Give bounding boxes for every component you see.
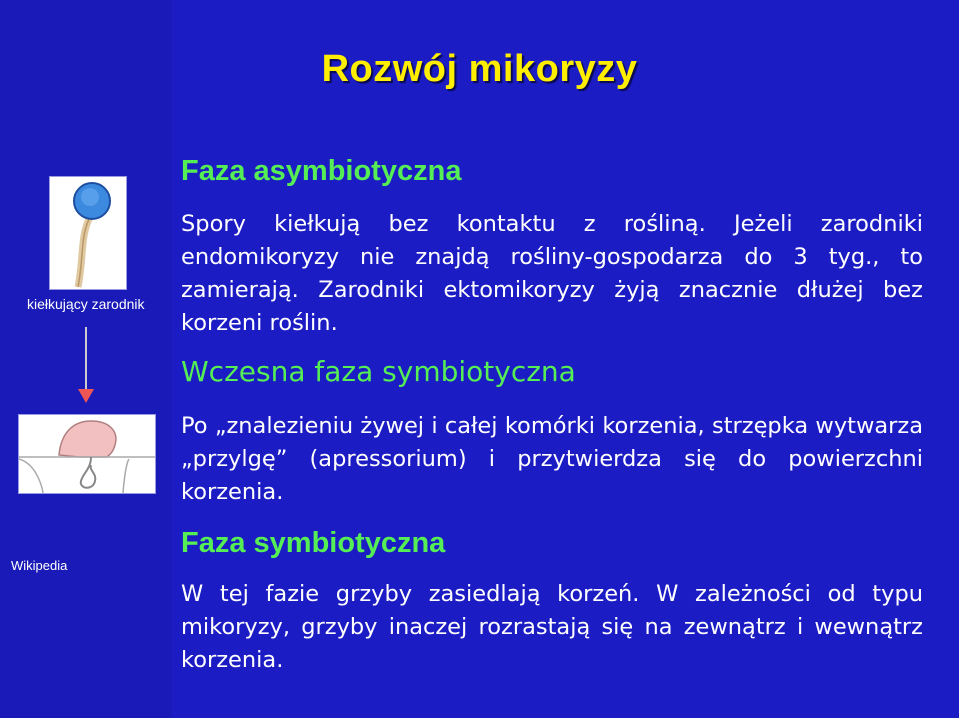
page-title: Rozwój mikoryzy bbox=[321, 48, 638, 90]
appressorium-figure bbox=[18, 414, 156, 494]
appressorium-icon bbox=[19, 415, 155, 493]
section-text-early-symbiotic: Po „znalezieniu żywej i całej komórki korzenia, strzępka wytwarza „przylgę” (apressorium) i przytwierdza się do powierzchni korzenia. bbox=[181, 413, 923, 505]
section-heading-early-symbiotic: Wczesna faza symbiotyczna bbox=[181, 355, 576, 388]
source-caption: Wikipedia bbox=[11, 558, 68, 573]
arrow-down-icon bbox=[78, 389, 94, 403]
arrow-line bbox=[85, 327, 87, 389]
section-heading-symbiotic: Faza symbiotyczna bbox=[181, 527, 446, 559]
section-heading-asymbiotic: Faza asymbiotyczna bbox=[181, 155, 462, 187]
section-text-asymbiotic: Spory kiełkują bez kontaktu z rośliną. Jeżeli zarodniki endomikoryzy nie znajdą rośliny-gospodarza do 3 tyg., to zamierają. Zarodniki ektomikoryzy żyją znacznie dłużej bez korzeni roślin. bbox=[181, 211, 923, 336]
spore-caption: kiełkujący zarodnik bbox=[27, 296, 145, 312]
germinating-spore-icon bbox=[50, 177, 126, 289]
spore-figure bbox=[49, 176, 127, 290]
section-text-symbiotic: W tej fazie grzyby zasiedlają korzeń. W zależności od typu mikoryzy, grzyby inaczej rozrastają się na zewnątrz i wewnątrz korzenia. bbox=[181, 581, 923, 673]
